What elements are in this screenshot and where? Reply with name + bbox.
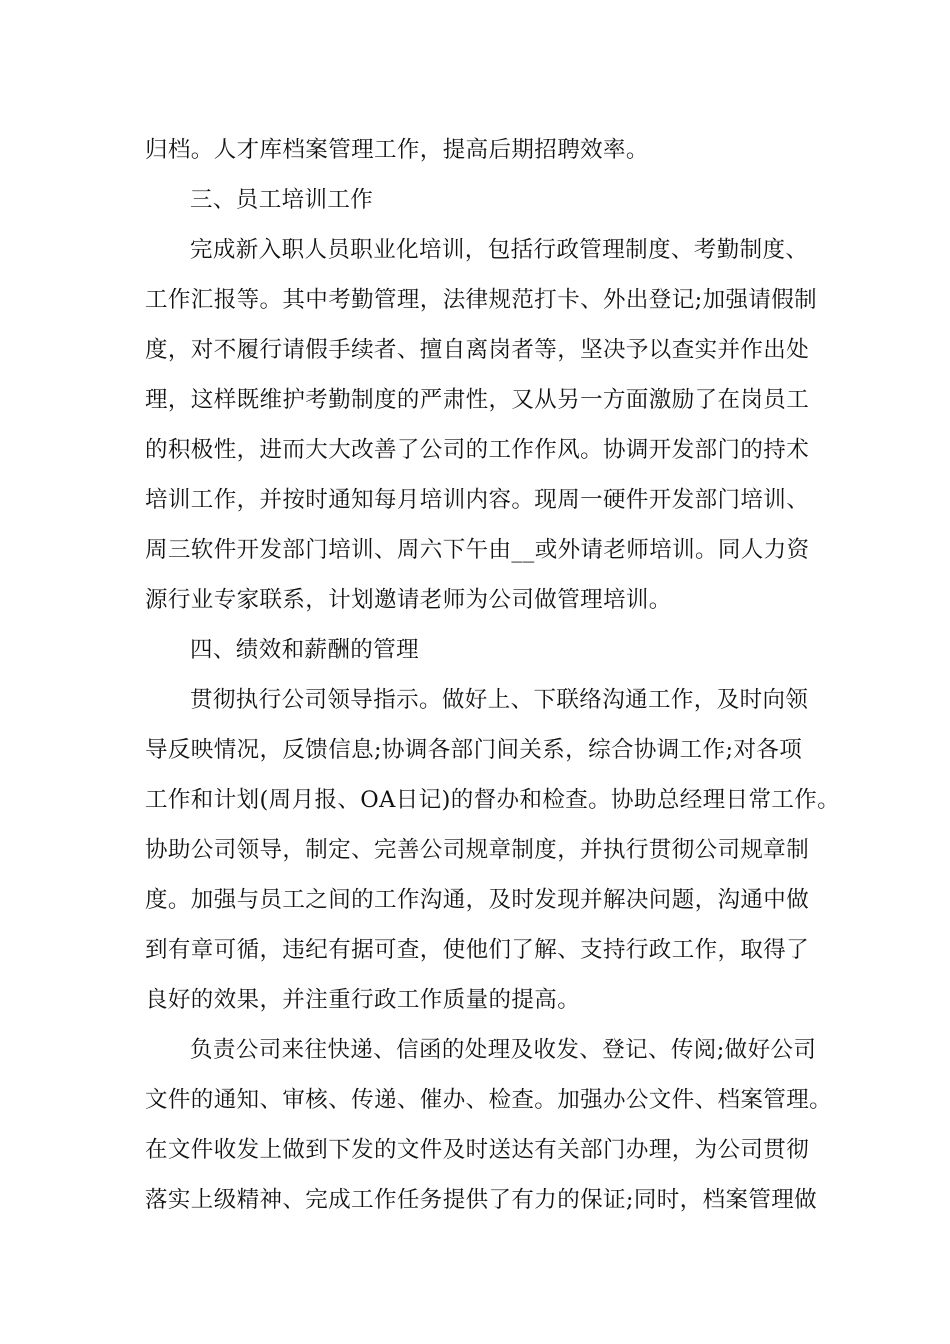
- text-line: 到有章可循，违纪有据可查，使他们了解、支持行政工作，取得了: [145, 937, 810, 963]
- text-line: 培训工作，并按时通知每月培训内容。现周一硬件开发部门培训、: [145, 487, 810, 513]
- text-line: 负责公司来往快递、信函的处理及收发、登记、传阅;做好公司: [190, 1037, 817, 1063]
- text-line: 归档。人才库档案管理工作，提高后期招聘效率。: [145, 137, 649, 163]
- text-line: 完成新入职人员职业化培训，包括行政管理制度、考勤制度、: [190, 237, 809, 263]
- text-line: 工作汇报等。其中考勤管理，法律规范打卡、外出登记;加强请假制: [145, 287, 818, 313]
- section-heading: 四、绩效和薪酬的管理: [190, 637, 420, 663]
- text-line: 在文件收发上做到下发的文件及时送达有关部门办理，为公司贯彻: [145, 1137, 810, 1163]
- text-line: 工作和计划(周月报、OA日记)的督办和检查。协助总经理日常工作。: [145, 787, 841, 813]
- section-heading: 三、员工培训工作: [190, 187, 374, 213]
- text-line: 协助公司领导，制定、完善公司规章制度，并执行贯彻公司规章制: [145, 837, 810, 863]
- text-line: 落实上级精神、完成工作任务提供了有力的保证;同时，档案管理做: [145, 1187, 818, 1213]
- text-line: 度。加强与员工之间的工作沟通，及时发现并解决问题，沟通中做: [145, 887, 810, 913]
- text-line: 理，这样既维护考勤制度的严肃性，又从另一方面激励了在岗员工: [145, 387, 810, 413]
- text-line: 文件的通知、审核、传递、催办、检查。加强办公文件、档案管理。: [145, 1087, 833, 1113]
- text-line: 的积极性，进而大大改善了公司的工作作风。协调开发部门的持术: [145, 437, 810, 463]
- text-line: 周三软件开发部门培训、周六下午由__或外请老师培训。同人力资: [145, 537, 810, 563]
- text-line: 良好的效果，并注重行政工作质量的提高。: [145, 987, 581, 1013]
- text-line: 贯彻执行公司领导指示。做好上、下联络沟通工作，及时向领: [190, 687, 809, 713]
- text-line: 度，对不履行请假手续者、擅自离岗者等，坚决予以查实并作出处: [145, 337, 810, 363]
- text-line: 源行业专家联系，计划邀请老师为公司做管理培训。: [145, 587, 672, 613]
- text-line: 导反映情况，反馈信息;协调各部门间关系，综合协调工作;对各项: [145, 737, 803, 763]
